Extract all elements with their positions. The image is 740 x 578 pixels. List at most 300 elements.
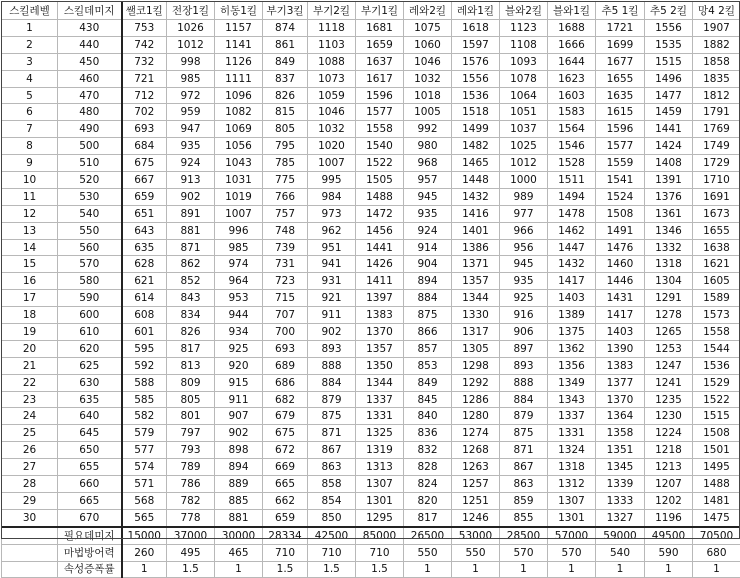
footer-value-cell: 1 bbox=[122, 561, 167, 578]
table-row bbox=[2, 205, 740, 222]
footer-value-cell: 28334 bbox=[263, 527, 308, 544]
value-cell: 1691 bbox=[693, 188, 740, 205]
value-cell: 1051 bbox=[500, 104, 548, 121]
value-cell: 962 bbox=[308, 222, 356, 239]
skill-level-cell: 26 bbox=[2, 442, 58, 459]
value-cell: 693 bbox=[122, 121, 167, 138]
value-cell: 577 bbox=[122, 442, 167, 459]
value-cell: 1331 bbox=[548, 425, 596, 442]
value-cell: 1637 bbox=[356, 53, 404, 70]
value-cell: 874 bbox=[263, 20, 308, 37]
value-cell: 1246 bbox=[452, 509, 500, 526]
value-cell: 840 bbox=[404, 408, 452, 425]
footer-value-cell: 590 bbox=[645, 544, 693, 561]
value-cell: 1357 bbox=[452, 273, 500, 290]
table-row bbox=[2, 408, 740, 425]
value-cell: 1416 bbox=[452, 205, 500, 222]
value-cell: 693 bbox=[263, 340, 308, 357]
footer-label: 속성증폭률 bbox=[58, 561, 122, 578]
value-cell: 906 bbox=[500, 324, 548, 341]
footer-row bbox=[2, 527, 740, 544]
value-cell: 700 bbox=[263, 324, 308, 341]
footer-value-cell: 680 bbox=[693, 544, 740, 561]
footer-value-cell: 710 bbox=[263, 544, 308, 561]
value-cell: 1688 bbox=[548, 20, 596, 37]
footer-value-cell: 1 bbox=[215, 561, 263, 578]
value-cell: 977 bbox=[500, 205, 548, 222]
value-cell: 1522 bbox=[356, 155, 404, 172]
value-cell: 1305 bbox=[452, 340, 500, 357]
table-row bbox=[2, 492, 740, 509]
skill-damage-cell: 430 bbox=[58, 20, 122, 37]
skill-level-cell: 12 bbox=[2, 205, 58, 222]
value-cell: 837 bbox=[263, 70, 308, 87]
value-cell: 1103 bbox=[308, 36, 356, 53]
value-cell: 1644 bbox=[548, 53, 596, 70]
skill-level-cell: 9 bbox=[2, 155, 58, 172]
skill-level-cell: 4 bbox=[2, 70, 58, 87]
value-cell: 1383 bbox=[356, 307, 404, 324]
value-cell: 845 bbox=[404, 391, 452, 408]
skill-damage-cell: 500 bbox=[58, 138, 122, 155]
value-cell: 1522 bbox=[693, 391, 740, 408]
footer-value-cell: 550 bbox=[404, 544, 452, 561]
value-cell: 1448 bbox=[452, 172, 500, 189]
value-cell: 911 bbox=[308, 307, 356, 324]
value-cell: 935 bbox=[167, 138, 215, 155]
value-cell: 1710 bbox=[693, 172, 740, 189]
table-body bbox=[2, 20, 740, 527]
value-cell: 925 bbox=[215, 340, 263, 357]
value-cell: 1505 bbox=[356, 172, 404, 189]
value-cell: 863 bbox=[308, 459, 356, 476]
value-cell: 897 bbox=[500, 340, 548, 357]
value-cell: 881 bbox=[215, 509, 263, 526]
value-cell: 855 bbox=[500, 509, 548, 526]
value-cell: 775 bbox=[263, 172, 308, 189]
value-cell: 984 bbox=[308, 188, 356, 205]
value-cell: 925 bbox=[500, 290, 548, 307]
value-cell: 702 bbox=[122, 104, 167, 121]
value-cell: 1659 bbox=[356, 36, 404, 53]
value-cell: 582 bbox=[122, 408, 167, 425]
value-cell: 1488 bbox=[356, 188, 404, 205]
table-row bbox=[2, 20, 740, 37]
value-cell: 1589 bbox=[693, 290, 740, 307]
value-cell: 1157 bbox=[215, 20, 263, 37]
skill-damage-cell: 610 bbox=[58, 324, 122, 341]
skill-level-cell: 27 bbox=[2, 459, 58, 476]
value-cell: 1556 bbox=[645, 20, 693, 37]
skill-damage-cell: 570 bbox=[58, 256, 122, 273]
value-cell: 867 bbox=[308, 442, 356, 459]
value-cell: 662 bbox=[263, 492, 308, 509]
value-cell: 1253 bbox=[645, 340, 693, 357]
table-row bbox=[2, 324, 740, 341]
value-cell: 789 bbox=[167, 459, 215, 476]
skill-level-cell: 8 bbox=[2, 138, 58, 155]
value-cell: 866 bbox=[404, 324, 452, 341]
value-cell: 1618 bbox=[452, 20, 500, 37]
table-row bbox=[2, 357, 740, 374]
value-cell: 1447 bbox=[548, 239, 596, 256]
skill-damage-cell: 620 bbox=[58, 340, 122, 357]
value-cell: 1357 bbox=[356, 340, 404, 357]
value-cell: 665 bbox=[263, 476, 308, 493]
value-cell: 1356 bbox=[548, 357, 596, 374]
skill-damage-cell: 450 bbox=[58, 53, 122, 70]
value-cell: 595 bbox=[122, 340, 167, 357]
value-cell: 1769 bbox=[693, 121, 740, 138]
value-cell: 989 bbox=[500, 188, 548, 205]
value-cell: 858 bbox=[308, 476, 356, 493]
value-cell: 945 bbox=[404, 188, 452, 205]
skill-level-cell: 13 bbox=[2, 222, 58, 239]
value-cell: 721 bbox=[122, 70, 167, 87]
footer-value-cell: 710 bbox=[356, 544, 404, 561]
value-cell: 904 bbox=[404, 256, 452, 273]
value-cell: 885 bbox=[215, 492, 263, 509]
skill-level-cell: 29 bbox=[2, 492, 58, 509]
value-cell: 1621 bbox=[693, 256, 740, 273]
skill-level-cell: 2 bbox=[2, 36, 58, 53]
value-cell: 1791 bbox=[693, 104, 740, 121]
value-cell: 1278 bbox=[645, 307, 693, 324]
value-cell: 1536 bbox=[693, 357, 740, 374]
value-cell: 1317 bbox=[452, 324, 500, 341]
skill-level-cell: 25 bbox=[2, 425, 58, 442]
value-cell: 826 bbox=[167, 324, 215, 341]
value-cell: 972 bbox=[167, 87, 215, 104]
value-cell: 1324 bbox=[548, 442, 596, 459]
value-cell: 1518 bbox=[452, 104, 500, 121]
value-cell: 1358 bbox=[596, 425, 645, 442]
value-cell: 1386 bbox=[452, 239, 500, 256]
skill-level-cell: 17 bbox=[2, 290, 58, 307]
footer-value-cell: 59000 bbox=[596, 527, 645, 544]
value-cell: 1043 bbox=[215, 155, 263, 172]
value-cell: 1059 bbox=[308, 87, 356, 104]
footer-value-cell: 28500 bbox=[500, 527, 548, 544]
value-cell: 1318 bbox=[548, 459, 596, 476]
value-cell: 1088 bbox=[308, 53, 356, 70]
value-cell: 1535 bbox=[645, 36, 693, 53]
footer-value-cell: 70500 bbox=[693, 527, 740, 544]
skill-level-cell: 3 bbox=[2, 53, 58, 70]
value-cell: 1012 bbox=[500, 155, 548, 172]
value-cell: 871 bbox=[167, 239, 215, 256]
value-cell: 1499 bbox=[452, 121, 500, 138]
skill-damage-cell: 490 bbox=[58, 121, 122, 138]
value-cell: 1408 bbox=[645, 155, 693, 172]
value-cell: 1064 bbox=[500, 87, 548, 104]
value-cell: 902 bbox=[215, 425, 263, 442]
value-cell: 766 bbox=[263, 188, 308, 205]
footer-label: 마법방어력 bbox=[58, 544, 122, 561]
value-cell: 956 bbox=[500, 239, 548, 256]
value-cell: 893 bbox=[308, 340, 356, 357]
value-cell: 1475 bbox=[693, 509, 740, 526]
value-cell: 893 bbox=[500, 357, 548, 374]
value-cell: 795 bbox=[263, 138, 308, 155]
footer-value-cell: 1 bbox=[693, 561, 740, 578]
value-cell: 1274 bbox=[452, 425, 500, 442]
value-cell: 1401 bbox=[452, 222, 500, 239]
value-cell: 1446 bbox=[596, 273, 645, 290]
value-cell: 1528 bbox=[548, 155, 596, 172]
value-cell: 571 bbox=[122, 476, 167, 493]
skill-damage-cell: 640 bbox=[58, 408, 122, 425]
skill-damage-cell: 440 bbox=[58, 36, 122, 53]
value-cell: 675 bbox=[263, 425, 308, 442]
value-cell: 1333 bbox=[596, 492, 645, 509]
value-cell: 1126 bbox=[215, 53, 263, 70]
value-cell: 1501 bbox=[693, 442, 740, 459]
header-skill-damage: 스킬데미지 bbox=[58, 2, 122, 20]
value-cell: 985 bbox=[215, 239, 263, 256]
header-col-8: 블와2킬 bbox=[500, 2, 548, 20]
header-col-12: 망4 2킬 bbox=[693, 2, 740, 20]
value-cell: 1491 bbox=[596, 222, 645, 239]
value-cell: 1573 bbox=[693, 307, 740, 324]
value-cell: 1495 bbox=[693, 459, 740, 476]
value-cell: 1511 bbox=[548, 172, 596, 189]
value-cell: 888 bbox=[500, 374, 548, 391]
value-cell: 684 bbox=[122, 138, 167, 155]
value-cell: 585 bbox=[122, 391, 167, 408]
value-cell: 817 bbox=[167, 340, 215, 357]
value-cell: 1603 bbox=[548, 87, 596, 104]
value-cell: 1012 bbox=[167, 36, 215, 53]
header-col-10: 추5 1킬 bbox=[596, 2, 645, 20]
skill-level-cell: 14 bbox=[2, 239, 58, 256]
table-row bbox=[2, 239, 740, 256]
value-cell: 1251 bbox=[452, 492, 500, 509]
value-cell: 1371 bbox=[452, 256, 500, 273]
value-cell: 1331 bbox=[356, 408, 404, 425]
value-cell: 1441 bbox=[356, 239, 404, 256]
value-cell: 1556 bbox=[452, 70, 500, 87]
value-cell: 889 bbox=[215, 476, 263, 493]
table-row bbox=[2, 172, 740, 189]
value-cell: 1597 bbox=[452, 36, 500, 53]
value-cell: 861 bbox=[263, 36, 308, 53]
value-cell: 669 bbox=[263, 459, 308, 476]
value-cell: 1403 bbox=[548, 290, 596, 307]
value-cell: 913 bbox=[167, 172, 215, 189]
value-cell: 1389 bbox=[548, 307, 596, 324]
value-cell: 1313 bbox=[356, 459, 404, 476]
value-cell: 879 bbox=[500, 408, 548, 425]
value-cell: 924 bbox=[404, 222, 452, 239]
header-col-9: 블와1킬 bbox=[548, 2, 596, 20]
value-cell: 723 bbox=[263, 273, 308, 290]
value-cell: 679 bbox=[263, 408, 308, 425]
value-cell: 884 bbox=[308, 374, 356, 391]
table-row bbox=[2, 425, 740, 442]
value-cell: 850 bbox=[308, 509, 356, 526]
value-cell: 1096 bbox=[215, 87, 263, 104]
value-cell: 875 bbox=[500, 425, 548, 442]
value-cell: 1456 bbox=[356, 222, 404, 239]
value-cell: 1596 bbox=[596, 121, 645, 138]
value-cell: 1046 bbox=[404, 53, 452, 70]
value-cell: 1882 bbox=[693, 36, 740, 53]
skill-damage-cell: 625 bbox=[58, 357, 122, 374]
value-cell: 1344 bbox=[452, 290, 500, 307]
skill-level-cell: 7 bbox=[2, 121, 58, 138]
value-cell: 853 bbox=[404, 357, 452, 374]
header-row bbox=[2, 2, 740, 20]
value-cell: 1111 bbox=[215, 70, 263, 87]
value-cell: 957 bbox=[404, 172, 452, 189]
value-cell: 1441 bbox=[645, 121, 693, 138]
value-cell: 815 bbox=[263, 104, 308, 121]
skill-level-cell: 11 bbox=[2, 188, 58, 205]
skill-level-cell: 22 bbox=[2, 374, 58, 391]
footer-value-cell: 1.5 bbox=[167, 561, 215, 578]
value-cell: 1482 bbox=[452, 138, 500, 155]
value-cell: 1544 bbox=[693, 340, 740, 357]
value-cell: 753 bbox=[122, 20, 167, 37]
value-cell: 1224 bbox=[645, 425, 693, 442]
footer-value-cell: 550 bbox=[452, 544, 500, 561]
value-cell: 1241 bbox=[645, 374, 693, 391]
footer-value-cell: 710 bbox=[308, 544, 356, 561]
footer-value-cell: 1.5 bbox=[308, 561, 356, 578]
value-cell: 1605 bbox=[693, 273, 740, 290]
table-row bbox=[2, 121, 740, 138]
value-cell: 1247 bbox=[645, 357, 693, 374]
header-col-6: 레와2킬 bbox=[404, 2, 452, 20]
value-cell: 1361 bbox=[645, 205, 693, 222]
value-cell: 911 bbox=[215, 391, 263, 408]
damage-table bbox=[1, 1, 740, 578]
value-cell: 935 bbox=[404, 205, 452, 222]
value-cell: 1460 bbox=[596, 256, 645, 273]
value-cell: 884 bbox=[404, 290, 452, 307]
value-cell: 945 bbox=[500, 256, 548, 273]
value-cell: 1577 bbox=[356, 104, 404, 121]
value-cell: 797 bbox=[167, 425, 215, 442]
footer-value-cell: 57000 bbox=[548, 527, 596, 544]
value-cell: 1481 bbox=[693, 492, 740, 509]
value-cell: 1390 bbox=[596, 340, 645, 357]
value-cell: 682 bbox=[263, 391, 308, 408]
value-cell: 1558 bbox=[693, 324, 740, 341]
value-cell: 1681 bbox=[356, 20, 404, 37]
value-cell: 1472 bbox=[356, 205, 404, 222]
value-cell: 805 bbox=[263, 121, 308, 138]
value-cell: 898 bbox=[215, 442, 263, 459]
value-cell: 836 bbox=[404, 425, 452, 442]
value-cell: 966 bbox=[500, 222, 548, 239]
value-cell: 739 bbox=[263, 239, 308, 256]
value-cell: 1432 bbox=[548, 256, 596, 273]
value-cell: 1031 bbox=[215, 172, 263, 189]
footer-value-cell: 1 bbox=[548, 561, 596, 578]
value-cell: 1362 bbox=[548, 340, 596, 357]
value-cell: 1019 bbox=[215, 188, 263, 205]
value-cell: 748 bbox=[263, 222, 308, 239]
value-cell: 1524 bbox=[596, 188, 645, 205]
value-cell: 1858 bbox=[693, 53, 740, 70]
value-cell: 1005 bbox=[404, 104, 452, 121]
value-cell: 863 bbox=[500, 476, 548, 493]
value-cell: 1304 bbox=[645, 273, 693, 290]
value-cell: 862 bbox=[167, 256, 215, 273]
value-cell: 1286 bbox=[452, 391, 500, 408]
value-cell: 871 bbox=[308, 425, 356, 442]
value-cell: 588 bbox=[122, 374, 167, 391]
skill-level-cell: 20 bbox=[2, 340, 58, 357]
value-cell: 1141 bbox=[215, 36, 263, 53]
value-cell: 1488 bbox=[693, 476, 740, 493]
value-cell: 1025 bbox=[500, 138, 548, 155]
table-row bbox=[2, 36, 740, 53]
value-cell: 902 bbox=[167, 188, 215, 205]
value-cell: 852 bbox=[167, 273, 215, 290]
value-cell: 1000 bbox=[500, 172, 548, 189]
value-cell: 1330 bbox=[452, 307, 500, 324]
skill-level-cell: 1 bbox=[2, 20, 58, 37]
value-cell: 1577 bbox=[596, 138, 645, 155]
value-cell: 1583 bbox=[548, 104, 596, 121]
value-cell: 689 bbox=[263, 357, 308, 374]
value-cell: 1318 bbox=[645, 256, 693, 273]
footer-value-cell: 570 bbox=[500, 544, 548, 561]
value-cell: 1655 bbox=[693, 222, 740, 239]
footer-row bbox=[2, 561, 740, 578]
value-cell: 672 bbox=[263, 442, 308, 459]
value-cell: 1351 bbox=[596, 442, 645, 459]
value-cell: 1559 bbox=[596, 155, 645, 172]
skill-level-cell: 30 bbox=[2, 509, 58, 526]
value-cell: 1307 bbox=[356, 476, 404, 493]
value-cell: 1426 bbox=[356, 256, 404, 273]
value-cell: 1230 bbox=[645, 408, 693, 425]
value-cell: 1635 bbox=[596, 87, 645, 104]
value-cell: 1477 bbox=[645, 87, 693, 104]
value-cell: 1403 bbox=[596, 324, 645, 341]
value-cell: 1615 bbox=[596, 104, 645, 121]
value-cell: 1596 bbox=[356, 87, 404, 104]
table-row bbox=[2, 459, 740, 476]
value-cell: 1007 bbox=[308, 155, 356, 172]
value-cell: 601 bbox=[122, 324, 167, 341]
footer-value-cell: 1 bbox=[596, 561, 645, 578]
value-cell: 834 bbox=[167, 307, 215, 324]
value-cell: 951 bbox=[308, 239, 356, 256]
value-cell: 1339 bbox=[596, 476, 645, 493]
skill-level-cell: 6 bbox=[2, 104, 58, 121]
value-cell: 985 bbox=[167, 70, 215, 87]
value-cell: 1721 bbox=[596, 20, 645, 37]
value-cell: 820 bbox=[404, 492, 452, 509]
value-cell: 1508 bbox=[596, 205, 645, 222]
footer-value-cell: 540 bbox=[596, 544, 645, 561]
value-cell: 1295 bbox=[356, 509, 404, 526]
skill-damage-cell: 480 bbox=[58, 104, 122, 121]
value-cell: 995 bbox=[308, 172, 356, 189]
value-cell: 828 bbox=[404, 459, 452, 476]
footer-value-cell: 570 bbox=[548, 544, 596, 561]
footer-row bbox=[2, 544, 740, 561]
value-cell: 973 bbox=[308, 205, 356, 222]
value-cell: 920 bbox=[215, 357, 263, 374]
footer-value-cell: 1 bbox=[500, 561, 548, 578]
footer-value-cell: 42500 bbox=[308, 527, 356, 544]
